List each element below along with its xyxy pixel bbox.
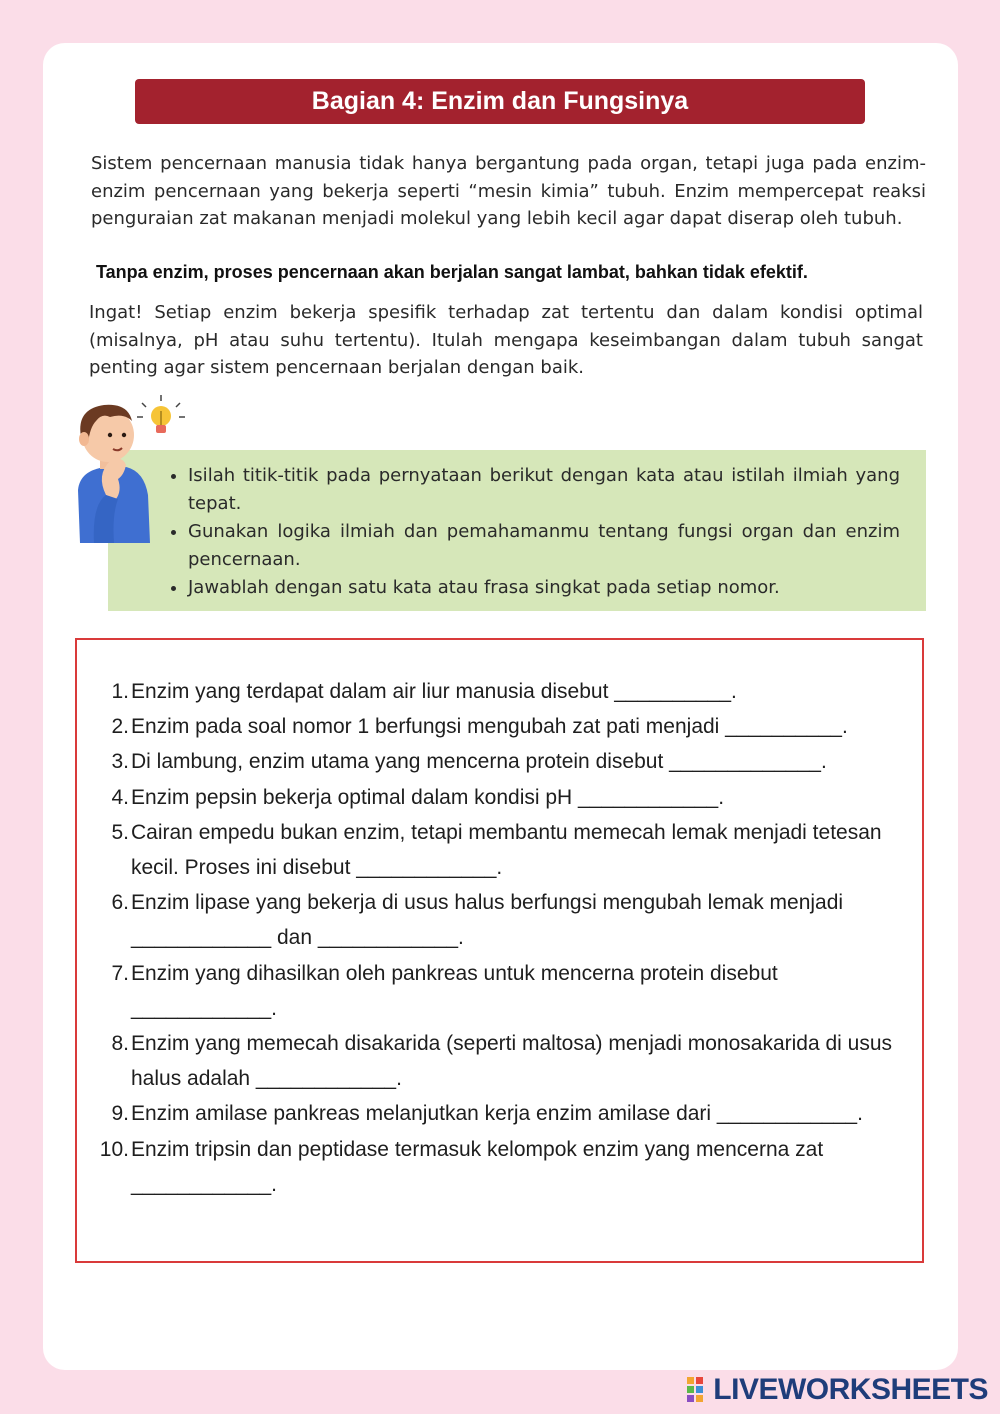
question-item [99,1132,899,1202]
question-number: 10. [99,1137,129,1161]
question-number: 5. [111,820,129,844]
section-title: Bagian 4: Enzim dan Fungsinya [311,87,689,115]
question-number: 1. [111,680,129,703]
question-number: 3. [111,750,129,774]
question-number: 4. [111,785,129,809]
question-text: Di lambung, enzim utama yang mencerna protein disebut _____________. [131,750,827,774]
question-item [99,780,899,815]
question-text: Enzim yang dihasilkan oleh pankreas untuk mencerna protein disebut ____________. [131,961,778,1020]
question-item [99,1026,899,1096]
question-item [99,674,899,709]
question-number: 9. [111,1102,129,1126]
question-text: Enzim yang memecah disakarida (seperti maltosa) menjadi monosakarida di usus halus adalah ____________. [131,1032,893,1091]
section-title-bar [135,79,865,124]
liveworksheets-logo-text: LIVEWORKSHEETS [713,1373,988,1406]
question-list [99,674,899,1202]
intro-paragraph: Sistem pencernaan manusia tidak hanya bergantung pada organ, tetapi juga pada enzim-enzim pencernaan yang bekerja seperti “mesin kimia” tubuh. Enzim mempercepat reaksi penguraian zat makanan menjadi molekul yang lebih kecil agar dapat diserap oleh tubuh. [91,153,926,229]
question-text: Enzim pada soal nomor 1 berfungsi mengubah zat pati menjadi __________. [131,715,848,739]
question-item [99,885,899,955]
question-number: 7. [111,961,129,985]
question-item [99,744,899,779]
instruction-list [188,462,900,602]
question-text: Enzim pepsin bekerja optimal dalam kondisi pH ____________. [131,785,725,809]
instruction-item: • Gunakan logika ilmiah dan pemahamanmu tentang fungsi organ dan enzim pencernaan. [188,518,900,574]
instruction-box [108,450,926,611]
lightbulb-icon [137,395,185,433]
question-item [99,815,899,885]
question-item [99,956,899,1026]
question-item [99,709,899,744]
question-text: Enzim amilase pankreas melanjutkan kerja enzim amilase dari ____________. [131,1102,863,1126]
liveworksheets-logo-icon [687,1377,713,1403]
bold-statement: Tanpa enzim, proses pencernaan akan berjalan sangat lambat, bahkan tidak efektif. [96,262,808,282]
thinking-boy-illustration [66,395,191,545]
liveworksheets-logo[interactable] [687,1374,988,1406]
reminder-paragraph: Ingat! Setiap enzim bekerja spesifik terhadap zat tertentu dan dalam kondisi optimal (misalnya, pH atau suhu tertentu). Itulah mengapa keseimbangan dalam tubuh sangat penting agar sistem pencernaan berjalan dengan baik. [89,302,923,378]
question-text: Enzim tripsin dan peptidase termasuk kelompok enzim yang mencerna zat ____________. [131,1137,824,1196]
question-number: 2. [111,715,129,739]
question-text: Enzim lipase yang bekerja di usus halus berfungsi mengubah lemak menjadi ____________ dan ____________. [131,891,844,950]
questions-box [75,638,924,1263]
question-text: Cairan empedu bukan enzim, tetapi membantu memecah lemak menjadi tetesan kecil. Proses ini disebut ____________. [131,820,882,880]
question-item [99,1096,899,1131]
question-number: 8. [111,1032,129,1056]
instruction-item: • Isilah titik-titik pada pernyataan berikut dengan kata atau istilah ilmiah yang tepat. [188,462,900,518]
instruction-item: • Jawablah dengan satu kata atau frasa singkat pada setiap nomor. [188,574,900,602]
question-text: Enzim yang terdapat dalam air liur manusia disebut __________. [131,680,737,703]
question-number: 6. [111,891,129,915]
